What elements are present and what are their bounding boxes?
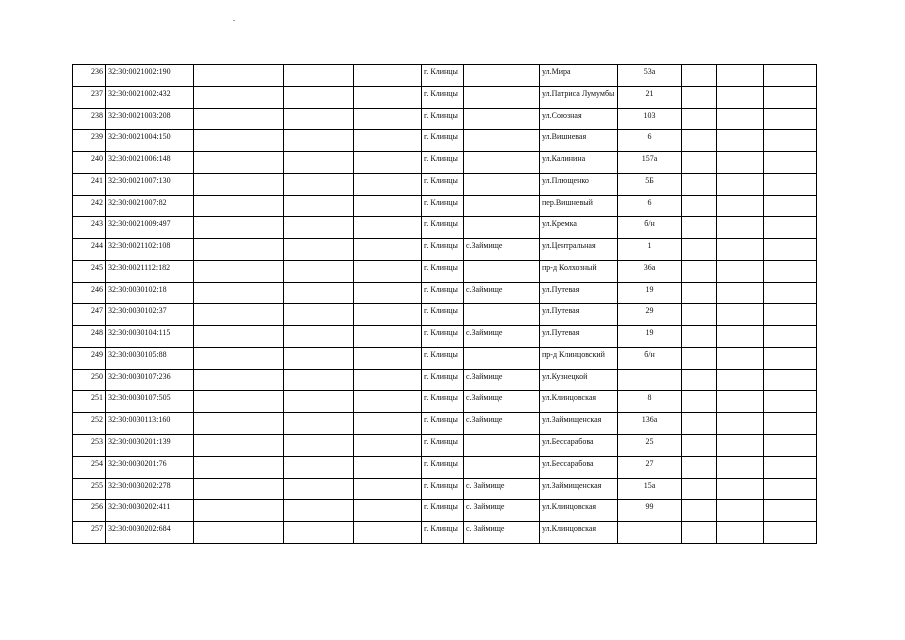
empty-cell [717, 217, 764, 239]
empty-cell [194, 86, 284, 108]
empty-cell [284, 391, 354, 413]
property-register-table [72, 64, 817, 544]
cadastral-number: 32:30:0030113:160 [106, 413, 194, 435]
street-cell: пр-д Колхозный [540, 260, 618, 282]
empty-cell [194, 435, 284, 457]
row-number: 253 [73, 435, 106, 457]
empty-cell [682, 478, 717, 500]
table-row [73, 522, 817, 544]
row-number: 255 [73, 478, 106, 500]
house-number-cell: 157а [618, 152, 682, 174]
empty-cell [194, 108, 284, 130]
empty-cell [764, 195, 817, 217]
empty-cell [717, 282, 764, 304]
empty-cell [717, 413, 764, 435]
empty-cell [717, 347, 764, 369]
city-cell: г. Клинцы [422, 435, 464, 457]
empty-cell [682, 195, 717, 217]
empty-cell [284, 173, 354, 195]
street-cell: ул.Путевая [540, 282, 618, 304]
table-row [73, 195, 817, 217]
empty-cell [764, 65, 817, 87]
cadastral-number: 32:30:0021006:148 [106, 152, 194, 174]
empty-cell [354, 239, 422, 261]
cadastral-number: 32:30:0030102:37 [106, 304, 194, 326]
empty-cell [284, 500, 354, 522]
empty-cell [717, 478, 764, 500]
empty-cell [354, 304, 422, 326]
scan-speck [233, 20, 235, 21]
village-cell [464, 195, 540, 217]
empty-cell [194, 369, 284, 391]
empty-cell [354, 326, 422, 348]
empty-cell [764, 108, 817, 130]
empty-cell [354, 478, 422, 500]
village-cell [464, 152, 540, 174]
empty-cell [354, 435, 422, 457]
cadastral-number: 32:30:0021002:190 [106, 65, 194, 87]
empty-cell [354, 500, 422, 522]
empty-cell [354, 260, 422, 282]
row-number: 256 [73, 500, 106, 522]
empty-cell [682, 282, 717, 304]
cadastral-number: 32:30:0021004:150 [106, 130, 194, 152]
table-row [73, 413, 817, 435]
table-row [73, 108, 817, 130]
table-row [73, 65, 817, 87]
table-row [73, 369, 817, 391]
street-cell: ул.Клинцовская [540, 500, 618, 522]
empty-cell [764, 435, 817, 457]
house-number-cell: 136а [618, 413, 682, 435]
empty-cell [354, 65, 422, 87]
village-cell: с.Займище [464, 239, 540, 261]
street-cell: ул.Клинцовская [540, 391, 618, 413]
street-cell: ул.Займищенская [540, 413, 618, 435]
empty-cell [354, 456, 422, 478]
house-number-cell: 1 [618, 239, 682, 261]
empty-cell [717, 195, 764, 217]
empty-cell [764, 369, 817, 391]
empty-cell [682, 260, 717, 282]
empty-cell [764, 456, 817, 478]
street-cell: ул.Калинина [540, 152, 618, 174]
empty-cell [194, 260, 284, 282]
empty-cell [284, 217, 354, 239]
empty-cell [284, 195, 354, 217]
empty-cell [717, 304, 764, 326]
village-cell: с.Займище [464, 282, 540, 304]
house-number-cell: 19 [618, 326, 682, 348]
empty-cell [682, 500, 717, 522]
empty-cell [764, 413, 817, 435]
house-number-cell: 25 [618, 435, 682, 457]
house-number-cell: 27 [618, 456, 682, 478]
empty-cell [284, 239, 354, 261]
empty-cell [284, 152, 354, 174]
village-cell: с. Займище [464, 500, 540, 522]
cadastral-number: 32:30:0021002:432 [106, 86, 194, 108]
street-cell: ул.Клинцовская [540, 522, 618, 544]
empty-cell [682, 152, 717, 174]
street-cell: пр-д Клинцовский [540, 347, 618, 369]
empty-cell [764, 282, 817, 304]
city-cell: г. Клинцы [422, 326, 464, 348]
empty-cell [682, 130, 717, 152]
house-number-cell: 36а [618, 260, 682, 282]
table-row [73, 130, 817, 152]
empty-cell [284, 369, 354, 391]
cadastral-number: 32:30:0021007:130 [106, 173, 194, 195]
empty-cell [194, 130, 284, 152]
empty-cell [717, 108, 764, 130]
empty-cell [194, 391, 284, 413]
empty-cell [682, 413, 717, 435]
empty-cell [717, 130, 764, 152]
village-cell [464, 173, 540, 195]
empty-cell [682, 217, 717, 239]
empty-cell [354, 369, 422, 391]
empty-cell [764, 173, 817, 195]
empty-cell [194, 304, 284, 326]
house-number-cell: 19 [618, 282, 682, 304]
cadastral-number: 32:30:0021009:497 [106, 217, 194, 239]
row-number: 254 [73, 456, 106, 478]
empty-cell [284, 86, 354, 108]
street-cell: ул.Патриса Лумумбы [540, 86, 618, 108]
cadastral-number: 32:30:0030202:411 [106, 500, 194, 522]
street-cell: ул.Центральная [540, 239, 618, 261]
table-row [73, 152, 817, 174]
empty-cell [194, 326, 284, 348]
empty-cell [717, 391, 764, 413]
house-number-cell: 6 [618, 130, 682, 152]
empty-cell [194, 456, 284, 478]
empty-cell [682, 65, 717, 87]
table-row [73, 282, 817, 304]
table-row [73, 239, 817, 261]
cadastral-number: 32:30:0021007:82 [106, 195, 194, 217]
row-number: 239 [73, 130, 106, 152]
empty-cell [194, 282, 284, 304]
city-cell: г. Клинцы [422, 217, 464, 239]
street-cell: ул.Вишневая [540, 130, 618, 152]
empty-cell [717, 86, 764, 108]
empty-cell [764, 217, 817, 239]
village-cell: с.Займище [464, 326, 540, 348]
street-cell: ул.Мира [540, 65, 618, 87]
row-number: 251 [73, 391, 106, 413]
village-cell [464, 217, 540, 239]
empty-cell [194, 239, 284, 261]
street-cell: ул.Кузнецкой [540, 369, 618, 391]
village-cell [464, 260, 540, 282]
house-number-cell: 29 [618, 304, 682, 326]
village-cell: с.Займище [464, 391, 540, 413]
city-cell: г. Клинцы [422, 369, 464, 391]
empty-cell [284, 65, 354, 87]
empty-cell [717, 260, 764, 282]
village-cell [464, 65, 540, 87]
empty-cell [284, 326, 354, 348]
street-cell: ул.Союзная [540, 108, 618, 130]
house-number-cell: 15а [618, 478, 682, 500]
table-row [73, 326, 817, 348]
cadastral-number: 32:30:0030107:236 [106, 369, 194, 391]
city-cell: г. Клинцы [422, 239, 464, 261]
empty-cell [354, 413, 422, 435]
empty-cell [717, 173, 764, 195]
house-number-cell: 103 [618, 108, 682, 130]
cadastral-number: 32:30:0030201:139 [106, 435, 194, 457]
table-row [73, 260, 817, 282]
cadastral-number: 32:30:0030107:505 [106, 391, 194, 413]
empty-cell [682, 86, 717, 108]
village-cell: с. Займище [464, 522, 540, 544]
row-number: 245 [73, 260, 106, 282]
empty-cell [682, 369, 717, 391]
city-cell: г. Клинцы [422, 478, 464, 500]
cadastral-number: 32:30:0030202:278 [106, 478, 194, 500]
empty-cell [194, 152, 284, 174]
city-cell: г. Клинцы [422, 152, 464, 174]
empty-cell [682, 326, 717, 348]
cadastral-number: 32:30:0021112:182 [106, 260, 194, 282]
empty-cell [354, 152, 422, 174]
city-cell: г. Клинцы [422, 282, 464, 304]
city-cell: г. Клинцы [422, 260, 464, 282]
village-cell [464, 86, 540, 108]
empty-cell [764, 130, 817, 152]
empty-cell [682, 239, 717, 261]
empty-cell [717, 522, 764, 544]
house-number-cell [618, 522, 682, 544]
table-row [73, 391, 817, 413]
street-cell: ул.Кремка [540, 217, 618, 239]
row-number: 238 [73, 108, 106, 130]
street-cell: ул.Путевая [540, 326, 618, 348]
empty-cell [717, 326, 764, 348]
empty-cell [682, 347, 717, 369]
empty-cell [354, 522, 422, 544]
empty-cell [284, 108, 354, 130]
row-number: 236 [73, 65, 106, 87]
row-number: 252 [73, 413, 106, 435]
village-cell [464, 456, 540, 478]
city-cell: г. Клинцы [422, 304, 464, 326]
empty-cell [682, 456, 717, 478]
row-number: 250 [73, 369, 106, 391]
city-cell: г. Клинцы [422, 65, 464, 87]
cadastral-number: 32:30:0021003:208 [106, 108, 194, 130]
house-number-cell [618, 369, 682, 391]
cadastral-number: 32:30:0021102:108 [106, 239, 194, 261]
table-row [73, 217, 817, 239]
city-cell: г. Клинцы [422, 500, 464, 522]
empty-cell [682, 173, 717, 195]
village-cell [464, 347, 540, 369]
empty-cell [194, 65, 284, 87]
table-row [73, 173, 817, 195]
empty-cell [682, 304, 717, 326]
cadastral-number: 32:30:0030202:684 [106, 522, 194, 544]
table-row [73, 500, 817, 522]
empty-cell [764, 304, 817, 326]
house-number-cell: 8 [618, 391, 682, 413]
row-number: 241 [73, 173, 106, 195]
village-cell [464, 130, 540, 152]
street-cell: пер.Вишневый [540, 195, 618, 217]
cadastral-number: 32:30:0030104:115 [106, 326, 194, 348]
village-cell [464, 435, 540, 457]
village-cell: с.Займище [464, 369, 540, 391]
village-cell: с.Займище [464, 413, 540, 435]
house-number-cell: 5Б [618, 173, 682, 195]
empty-cell [717, 456, 764, 478]
empty-cell [354, 347, 422, 369]
empty-cell [354, 130, 422, 152]
empty-cell [194, 195, 284, 217]
city-cell: г. Клинцы [422, 86, 464, 108]
village-cell [464, 108, 540, 130]
city-cell: г. Клинцы [422, 130, 464, 152]
empty-cell [284, 478, 354, 500]
empty-cell [717, 435, 764, 457]
empty-cell [717, 239, 764, 261]
empty-cell [764, 326, 817, 348]
table-row [73, 304, 817, 326]
table-row [73, 435, 817, 457]
city-cell: г. Клинцы [422, 108, 464, 130]
table-row [73, 86, 817, 108]
house-number-cell: б/н [618, 217, 682, 239]
row-number: 237 [73, 86, 106, 108]
empty-cell [194, 522, 284, 544]
empty-cell [764, 152, 817, 174]
empty-cell [194, 173, 284, 195]
city-cell: г. Клинцы [422, 522, 464, 544]
street-cell: ул.Бессарабова [540, 456, 618, 478]
empty-cell [682, 108, 717, 130]
row-number: 246 [73, 282, 106, 304]
city-cell: г. Клинцы [422, 456, 464, 478]
empty-cell [354, 86, 422, 108]
house-number-cell: 6 [618, 195, 682, 217]
empty-cell [764, 500, 817, 522]
empty-cell [764, 347, 817, 369]
row-number: 247 [73, 304, 106, 326]
empty-cell [354, 173, 422, 195]
empty-cell [764, 260, 817, 282]
empty-cell [764, 478, 817, 500]
empty-cell [284, 413, 354, 435]
empty-cell [764, 522, 817, 544]
row-number: 249 [73, 347, 106, 369]
empty-cell [284, 282, 354, 304]
city-cell: г. Клинцы [422, 413, 464, 435]
empty-cell [764, 391, 817, 413]
row-number: 240 [73, 152, 106, 174]
empty-cell [284, 130, 354, 152]
row-number: 257 [73, 522, 106, 544]
street-cell: ул.Бессарабова [540, 435, 618, 457]
row-number: 242 [73, 195, 106, 217]
empty-cell [194, 217, 284, 239]
house-number-cell: 21 [618, 86, 682, 108]
empty-cell [284, 260, 354, 282]
empty-cell [354, 217, 422, 239]
empty-cell [682, 435, 717, 457]
empty-cell [194, 478, 284, 500]
city-cell: г. Клинцы [422, 195, 464, 217]
empty-cell [354, 282, 422, 304]
village-cell [464, 304, 540, 326]
city-cell: г. Клинцы [422, 391, 464, 413]
empty-cell [682, 391, 717, 413]
row-number: 248 [73, 326, 106, 348]
empty-cell [682, 522, 717, 544]
table-row [73, 456, 817, 478]
cadastral-number: 32:30:0030201:76 [106, 456, 194, 478]
empty-cell [717, 152, 764, 174]
cadastral-number: 32:30:0030105:88 [106, 347, 194, 369]
empty-cell [284, 522, 354, 544]
empty-cell [194, 500, 284, 522]
cadastral-number: 32:30:0030102:18 [106, 282, 194, 304]
table-row [73, 347, 817, 369]
empty-cell [284, 456, 354, 478]
table-row [73, 478, 817, 500]
empty-cell [284, 304, 354, 326]
empty-cell [354, 108, 422, 130]
empty-cell [354, 391, 422, 413]
empty-cell [717, 369, 764, 391]
house-number-cell: 99 [618, 500, 682, 522]
house-number-cell: б/н [618, 347, 682, 369]
city-cell: г. Клинцы [422, 173, 464, 195]
empty-cell [764, 86, 817, 108]
empty-cell [284, 347, 354, 369]
empty-cell [764, 239, 817, 261]
house-number-cell: 53а [618, 65, 682, 87]
empty-cell [717, 65, 764, 87]
street-cell: ул.Займищенская [540, 478, 618, 500]
empty-cell [284, 435, 354, 457]
row-number: 243 [73, 217, 106, 239]
street-cell: ул.Путевая [540, 304, 618, 326]
city-cell: г. Клинцы [422, 347, 464, 369]
empty-cell [194, 413, 284, 435]
empty-cell [717, 500, 764, 522]
row-number: 244 [73, 239, 106, 261]
street-cell: ул.Плющенко [540, 173, 618, 195]
village-cell: с. Займище [464, 478, 540, 500]
empty-cell [354, 195, 422, 217]
empty-cell [194, 347, 284, 369]
